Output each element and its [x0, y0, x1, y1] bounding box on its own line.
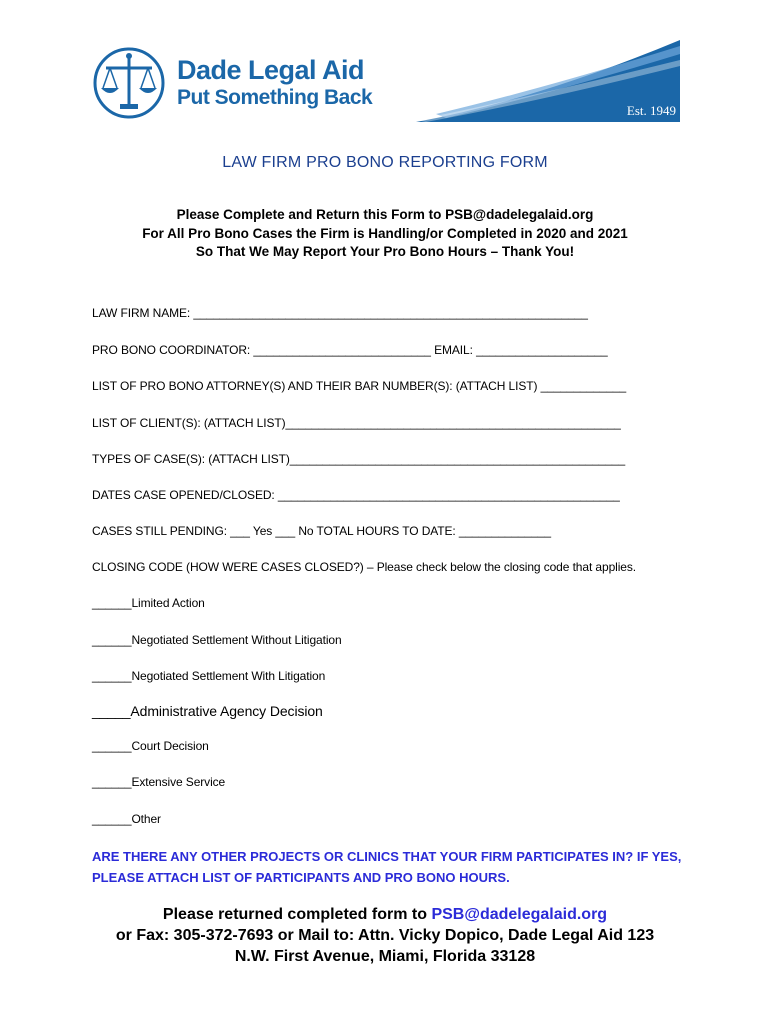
instruction-line: For All Pro Bono Cases the Firm is Handling/or Completed in 2020 and 2021	[142, 225, 628, 241]
closing-code-option[interactable]: ______Extensive Service	[92, 775, 226, 789]
clients-list-field[interactable]: LIST OF CLIENT(S): (ATTACH LIST)___________________________________________________	[92, 416, 621, 430]
law-firm-name-field[interactable]: LAW FIRM NAME: ____________________________________________________________	[92, 306, 588, 320]
footer-line-1	[0, 904, 770, 925]
instructions	[0, 206, 770, 262]
instruction-line: Please Complete and Return this Form to PSB@dadelegalaid.org	[176, 207, 594, 222]
pro-bono-coordinator-field[interactable]: PRO BONO COORDINATOR: ___________________________ EMAIL: ____________________	[92, 343, 608, 357]
footer-prefix: Please returned completed form to	[162, 906, 432, 923]
cases-pending-hours-field[interactable]: CASES STILL PENDING: ___ Yes ___ No TOTAL HOURS TO DATE: ______________	[92, 524, 551, 538]
closing-code-prompt: CLOSING CODE (HOW WERE CASES CLOSED?) – Please check below the closing code that applies.	[92, 560, 636, 574]
footer-line-2: or Fax: 305-372-7693 or Mail to: Attn. Vicky Dopico, Dade Legal Aid 123	[115, 927, 655, 944]
closing-code-option[interactable]: ______Limited Action	[92, 596, 205, 610]
return-instructions	[0, 904, 770, 967]
org-name: Dade Legal Aid	[177, 55, 365, 85]
org-tagline: Put Something Back	[177, 86, 373, 109]
closing-code-option[interactable]: ______Other	[92, 812, 161, 826]
closing-code-option[interactable]: ______Court Decision	[92, 739, 209, 753]
closing-code-option[interactable]: ______Negotiated Settlement Without Litigation	[92, 633, 342, 647]
dates-opened-closed-field[interactable]: DATES CASE OPENED/CLOSED: ____________________________________________________	[92, 488, 620, 502]
instruction-line: So That We May Report Your Pro Bono Hours – Thank You!	[195, 244, 575, 259]
scales-of-justice-icon	[92, 46, 166, 120]
closing-code-option[interactable]: _____Administrative Agency Decision	[92, 703, 323, 719]
other-projects-question: ARE THERE ANY OTHER PROJECTS OR CLINICS THAT YOUR FIRM PARTICIPATES IN? IF YES, PLEASE ATTACH LIST OF PARTICIPANTS AND PRO BONO HOURS.	[92, 849, 682, 885]
form-title: LAW FIRM PRO BONO REPORTING FORM	[222, 154, 548, 171]
closing-code-option[interactable]: ______Negotiated Settlement With Litigation	[92, 669, 326, 683]
email-link[interactable]: PSB@dadelegalaid.org	[431, 906, 608, 923]
case-types-field[interactable]: TYPES OF CASE(S): (ATTACH LIST)___________________________________________________	[92, 452, 626, 466]
footer-line-3: N.W. First Avenue, Miami, Florida 33128	[234, 948, 536, 965]
established-label: Est. 1949	[626, 103, 676, 118]
attorneys-bar-numbers-field[interactable]: LIST OF PRO BONO ATTORNEY(S) AND THEIR BAR NUMBER(S): (ATTACH LIST) _____________	[92, 379, 627, 393]
